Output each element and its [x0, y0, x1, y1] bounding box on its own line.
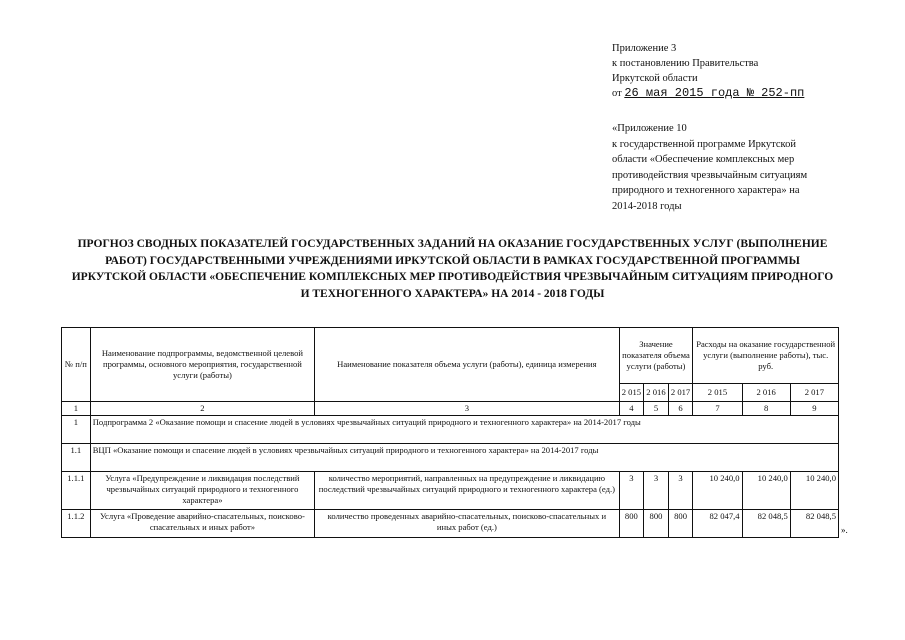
column-number: 4	[619, 402, 644, 416]
table-row	[62, 416, 839, 444]
table-row	[62, 510, 839, 538]
header-year: 2 016	[644, 384, 669, 402]
value-2015: 800	[619, 510, 644, 538]
appendix-ref-line: области «Обеспечение комплексных мер	[612, 154, 795, 165]
column-number: 3	[315, 402, 619, 416]
indicator-name: количество проведенных аварийно-спасательных, поисково-спасательных и иных работ (ед.)	[315, 510, 619, 538]
header-year: 2 017	[790, 384, 838, 402]
appendix-ref-line: «Приложение 10	[612, 123, 687, 134]
appendix-line: Приложение 3	[612, 43, 677, 54]
column-number: 8	[742, 402, 790, 416]
header-year: 2 016	[742, 384, 790, 402]
expense-2015: 82 047,4	[693, 510, 742, 538]
appendix-line: к постановлению Правительства	[612, 58, 759, 69]
subprogram-title: Подпрограмма 2 «Оказание помощи и спасение людей в условиях чрезвычайных ситуаций природного и техногенного характера» на 2014-2017 годы	[90, 416, 838, 444]
appendix-ref-line: противодействия чрезвычайным ситуациям	[612, 169, 808, 181]
row-num: 1	[62, 416, 91, 444]
closing-quote-mark: ».	[841, 525, 848, 535]
header-num: № п/п	[62, 328, 91, 402]
column-number: 5	[644, 402, 669, 416]
table-row	[62, 472, 839, 510]
expense-2017: 82 048,5	[790, 510, 838, 538]
value-2015: 3	[619, 472, 644, 510]
expense-2016: 82 048,5	[742, 510, 790, 538]
forecast-table	[61, 327, 839, 538]
header-indicator: Наименование показателя объема услуги (работы), единица измерения	[315, 328, 619, 402]
row-num: 1.1.1	[62, 472, 91, 510]
appendix-ref-line: природного и техногенного характера» на	[612, 185, 800, 196]
table-row	[62, 444, 839, 472]
date-prefix: от	[612, 88, 622, 99]
value-2017: 800	[668, 510, 693, 538]
appendix-header	[612, 41, 804, 101]
value-2016: 3	[644, 472, 669, 510]
column-number: 6	[668, 402, 693, 416]
header-year: 2 017	[668, 384, 693, 402]
appendix-date-line	[612, 86, 804, 101]
vcp-title: ВЦП «Оказание помощи и спасение людей в условиях чрезвычайных ситуаций природного и техногенного характера» на 2014-2017 годы	[90, 444, 838, 472]
expense-2016: 10 240,0	[742, 472, 790, 510]
expense-2015: 10 240,0	[693, 472, 742, 510]
appendix-ref-line: к государственной программе Иркутской	[612, 138, 796, 150]
header-year: 2 015	[693, 384, 742, 402]
header-name: Наименование подпрограммы, ведомственной целевой программы, основного мероприятия, государственной услуги (работы)	[90, 328, 314, 402]
header-expense-group: Расходы на оказание государственной услуги (выполнение работы), тыс. руб.	[693, 328, 839, 384]
expense-2017: 10 240,0	[790, 472, 838, 510]
service-name: Услуга «Предупреждение и ликвидация последствий чрезвычайных ситуаций природного и техногенного характера»	[90, 472, 314, 510]
column-number: 9	[790, 402, 838, 416]
appendix-ref-line: 2014-2018 годы	[612, 200, 682, 212]
row-num: 1.1	[62, 444, 91, 472]
header-year: 2 015	[619, 384, 644, 402]
decree-date-number: 26 мая 2015 года № 252-пп	[624, 86, 805, 100]
column-number: 2	[90, 402, 314, 416]
value-2016: 800	[644, 510, 669, 538]
row-num: 1.1.2	[62, 510, 91, 538]
header-value-group: Значение показателя объема услуги (работы)	[619, 328, 693, 384]
indicator-name: количество мероприятий, направленных на предупреждение и ликвидацию последствий чрезвычайных ситуаций природного и техногенного характера (ед.)	[315, 472, 619, 510]
column-number: 1	[62, 402, 91, 416]
document-title: ПРОГНОЗ СВОДНЫХ ПОКАЗАТЕЛЕЙ ГОСУДАРСТВЕННЫХ ЗАДАНИЙ НА ОКАЗАНИЕ ГОСУДАРСТВЕННЫХ УСЛУГ (ВЫПОЛНЕНИЕ РАБОТ) ГОСУДАРСТВЕННЫМИ УЧРЕЖДЕНИЯМИ ИРКУТСКОЙ ОБЛАСТИ В РАМКАХ ГОСУДАРСТВЕННОЙ ПРОГРАММЫ ИРКУТСКОЙ ОБЛАСТИ «ОБЕСПЕЧЕНИЕ КОМПЛЕКСНЫХ МЕР ПРОТИВОДЕЙСТВИЯ ЧРЕЗВЫЧАЙНЫМ СИТУАЦИЯМ ПРИРОДНОГО И ТЕХНОГЕННОГО ХАРАКТЕРА» НА 2014 - 2018 ГОДЫ	[71, 238, 834, 300]
value-2017: 3	[668, 472, 693, 510]
appendix-reference	[612, 121, 842, 214]
column-number: 7	[693, 402, 742, 416]
appendix-line: Иркутской области	[612, 73, 698, 84]
service-name: Услуга «Проведение аварийно-спасательных, поисково-спасательных и иных работ»	[90, 510, 314, 538]
